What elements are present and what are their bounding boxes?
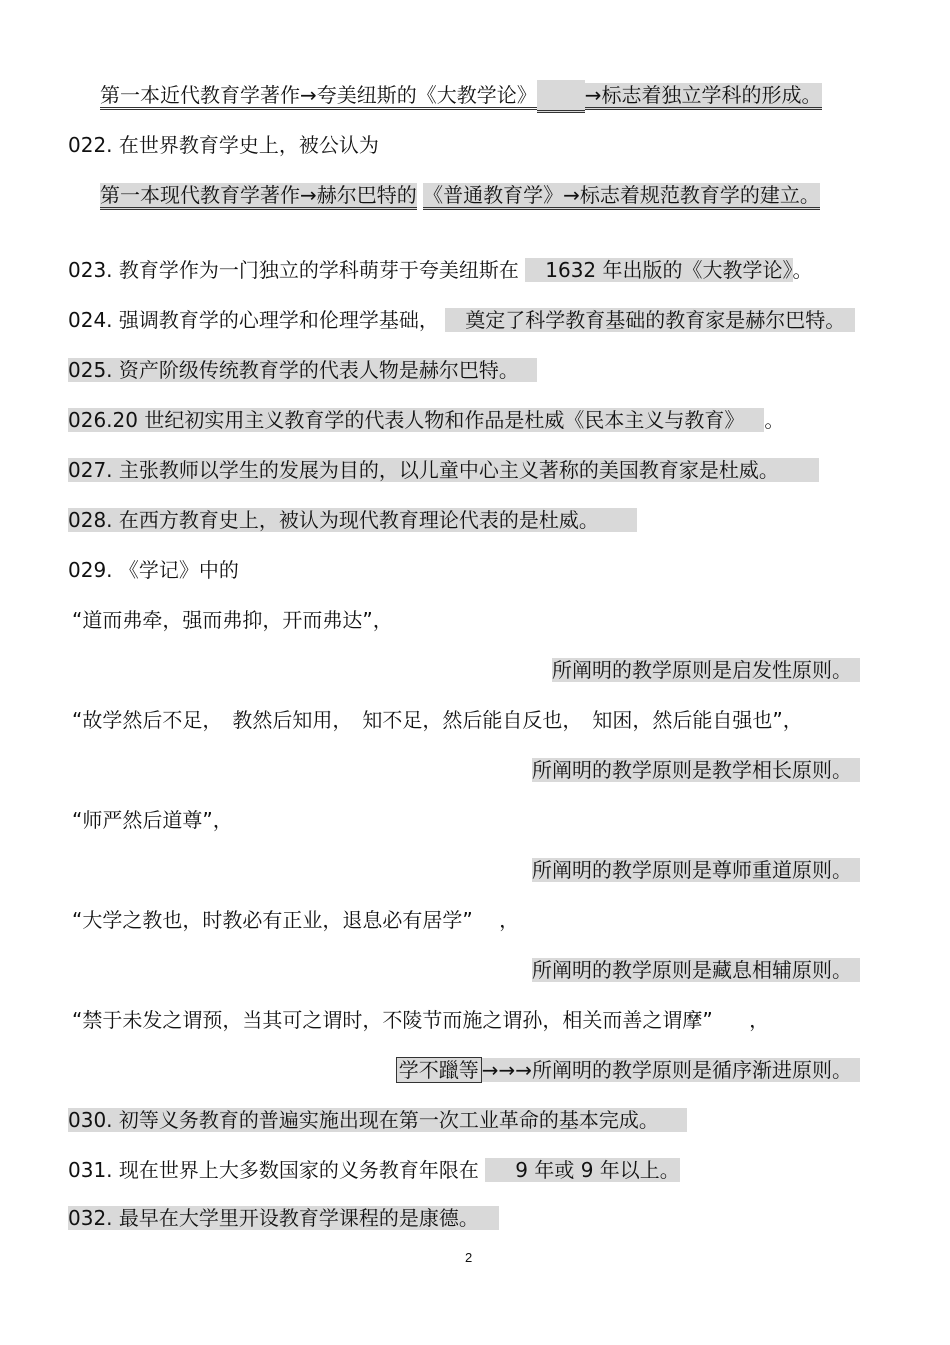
line-10: [68, 555, 239, 585]
line-3-text-b: 《普通教育学》: [423, 183, 563, 210]
line-7-text-b: 。: [764, 408, 785, 432]
line-17: [72, 905, 519, 935]
line-12: [552, 655, 860, 685]
line-23: [68, 1203, 499, 1233]
line-3-text-a: 第一本现代教育学著作→赫尔巴特的: [100, 183, 417, 210]
line-22-text-a: 031. 现在世界上大多数国家的义务教育年限在: [68, 1158, 479, 1182]
line-9: [68, 505, 637, 535]
line-13: [72, 705, 803, 735]
line-22-text-b: 9 年或 9 年以上。: [485, 1158, 680, 1182]
line-14-text: 所阐明的教学原则是教学相长原则。: [532, 758, 860, 782]
line-15: [72, 805, 233, 835]
line-23-text: 032. 最早在大学里开设教育学课程的是康德。: [68, 1206, 499, 1230]
line-5: [68, 305, 855, 335]
line-20-text-b: →→→所阐明的教学原则是循序渐进原则。: [482, 1058, 860, 1082]
line-10-text: 029. 《学记》中的: [68, 558, 239, 582]
line-2-text: 022. 在世界教育学史上，被公认为: [68, 133, 379, 157]
line-2: [68, 130, 379, 160]
line-4-text-b: 1632 年出版的《大教学论》: [525, 258, 792, 282]
line-20: [396, 1055, 860, 1085]
line-7: [68, 405, 784, 435]
line-16-text: 所阐明的教学原则是尊师重道原则。: [532, 858, 860, 882]
line-3: [100, 180, 820, 210]
line-8-text: 027. 主张教师以学生的发展为目的，以儿童中心主义著称的美国教育家是杜威。: [68, 458, 819, 482]
line-1-text-a: 第一本近代教育学著作→夸美纽斯的《大教学论》: [100, 83, 537, 110]
line-5-text-a: 024. 强调教育学的心理学和伦理学基础，: [68, 308, 439, 332]
line-11-text: “道而弗牵，强而弗抑，开而弗达”，: [72, 608, 393, 632]
line-21-text: 030. 初等义务教育的普遍实施出现在第一次工业革命的基本完成。: [68, 1108, 687, 1132]
line-8: [68, 455, 819, 485]
line-3-text-c: →标志着规范教育学的建立。: [563, 183, 820, 210]
line-17-text-b: ，: [499, 908, 520, 932]
line-18: [532, 955, 860, 985]
line-1-text-b: →标志着独立学科的形成。: [585, 83, 822, 110]
line-16: [532, 855, 860, 885]
line-4-text-a: 023. 教育学作为一门独立的学科萌芽于夸美纽斯在: [68, 258, 519, 282]
line-1: [100, 80, 822, 113]
line-19: [72, 1005, 769, 1035]
line-19-text-a: “禁于未发之谓预，当其可之谓时，不陵节而施之谓孙，相关而善之谓摩”: [72, 1008, 713, 1032]
line-18-text: 所阐明的教学原则是藏息相辅原则。: [532, 958, 860, 982]
line-22: [68, 1155, 680, 1185]
line-15-text: “师严然后道尊”，: [72, 808, 233, 832]
line-17-text-a: “大学之教也，时教必有正业，退息必有居学”: [72, 908, 473, 932]
line-21: [68, 1105, 687, 1135]
line-7-text-a: 026.20 世纪初实用主义教育学的代表人物和作品是杜威《民本主义与教育》: [68, 408, 764, 432]
line-19-text-b: ，: [749, 1008, 770, 1032]
line-20-text-a: 学不躐等: [396, 1057, 482, 1083]
line-6-text: 025. 资产阶级传统教育学的代表人物是赫尔巴特。: [68, 358, 537, 382]
line-6: [68, 355, 537, 385]
line-13-text: “故学然后不足， 教然后知用， 知不足，然后能自反也， 知困，然后能自强也”，: [72, 708, 803, 732]
page-number: 2: [465, 1250, 473, 1265]
blank-fill: [537, 80, 585, 113]
line-11: [72, 605, 393, 635]
line-4: [68, 255, 813, 285]
line-5-text-b: 奠定了科学教育基础的教育家是赫尔巴特。: [445, 308, 855, 332]
line-14: [532, 755, 860, 785]
line-12-text: 所阐明的教学原则是启发性原则。: [552, 658, 860, 682]
line-4-text-c: 。: [792, 258, 813, 282]
line-9-text: 028. 在西方教育史上，被认为现代教育理论代表的是杜威。: [68, 508, 637, 532]
